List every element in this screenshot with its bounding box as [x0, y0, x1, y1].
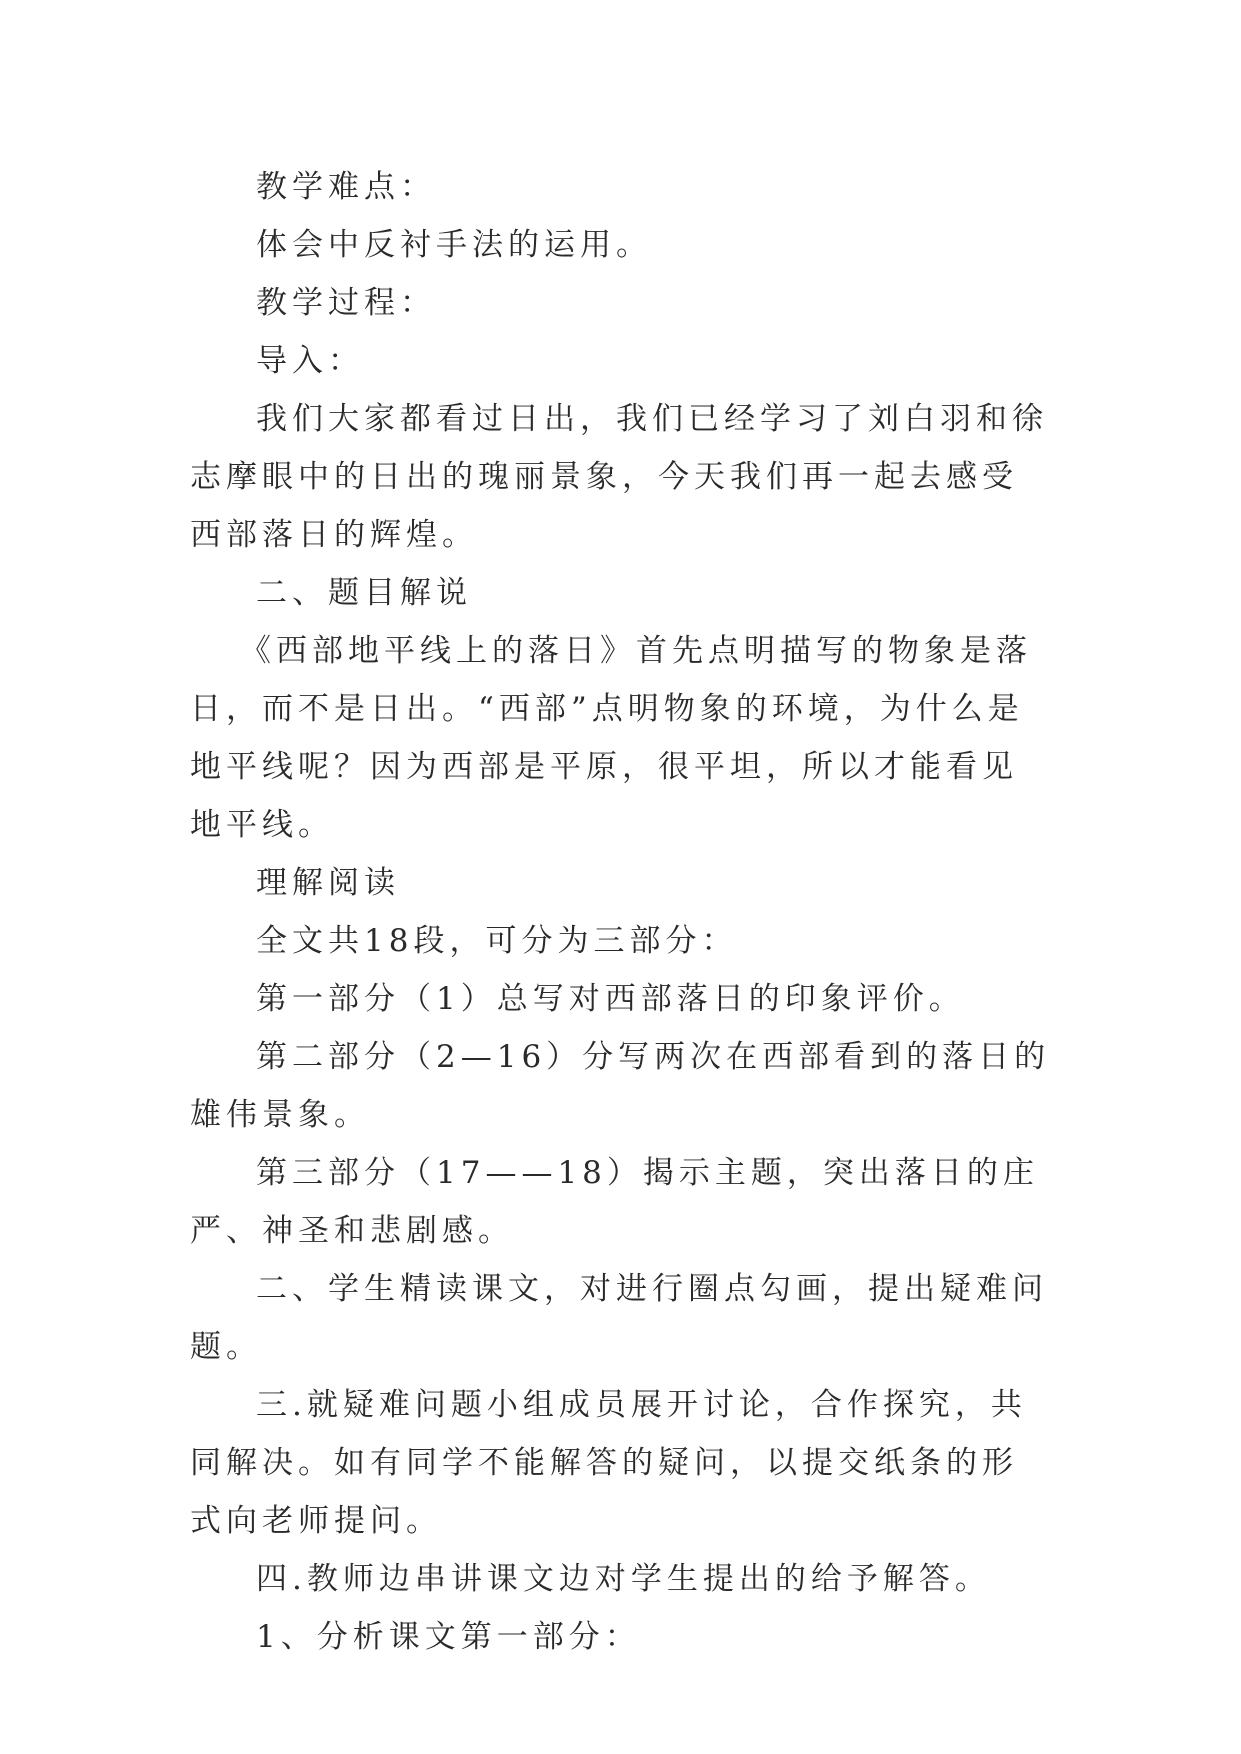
- heading-title-explanation: 二、题目解说: [256, 575, 472, 611]
- paragraph-introduction: 我们大家都看过日出，我们已经学习了刘白羽和徐志摩眼中的日出的瑰丽景象，今天我们再一起去感受西部落日的辉煌。: [190, 401, 1048, 553]
- paragraph-student-reading: 二、学生精读课文，对进行圈点勾画，提出疑难问题。: [190, 1271, 1048, 1365]
- paragraph-analyze-part-one: 1、分析课文第一部分：: [256, 1619, 641, 1655]
- paragraph-part-three: 第三部分（17——18）揭示主题，突出落日的庄严、神圣和悲剧感。: [190, 1155, 1039, 1249]
- paragraph-group-discussion: 三.就疑难问题小组成员展开讨论，合作探究，共同解决。如有同学不能解答的疑问，以提交纸条的形式向老师提问。: [190, 1387, 1027, 1539]
- document-body: [190, 158, 1052, 1666]
- paragraph-part-two: 第二部分（2—16）分写两次在西部看到的落日的雄伟景象。: [190, 1039, 1051, 1133]
- paragraph-difficulty-detail: 体会中反衬手法的运用。: [256, 227, 652, 263]
- paragraph-part-one: 第一部分（1）总写对西部落日的印象评价。: [256, 981, 965, 1017]
- paragraph-title-explanation: 《西部地平线上的落日》首先点明描写的物象是落日，而不是日出。“西部”点明物象的环境，为什么是地平线呢？因为西部是平原，很平坦，所以才能看见地平线。: [190, 633, 1032, 843]
- heading-reading-comprehension: 理解阅读: [256, 865, 400, 901]
- paragraph-teacher-explanation: 四.教师边串讲课文边对学生提出的给予解答。: [256, 1561, 991, 1597]
- paragraph-structure-overview: 全文共18段，可分为三部分：: [256, 923, 738, 959]
- heading-teaching-difficulty: 教学难点：: [256, 169, 436, 205]
- heading-introduction: 导入：: [256, 343, 364, 379]
- heading-teaching-process: 教学过程：: [256, 285, 436, 321]
